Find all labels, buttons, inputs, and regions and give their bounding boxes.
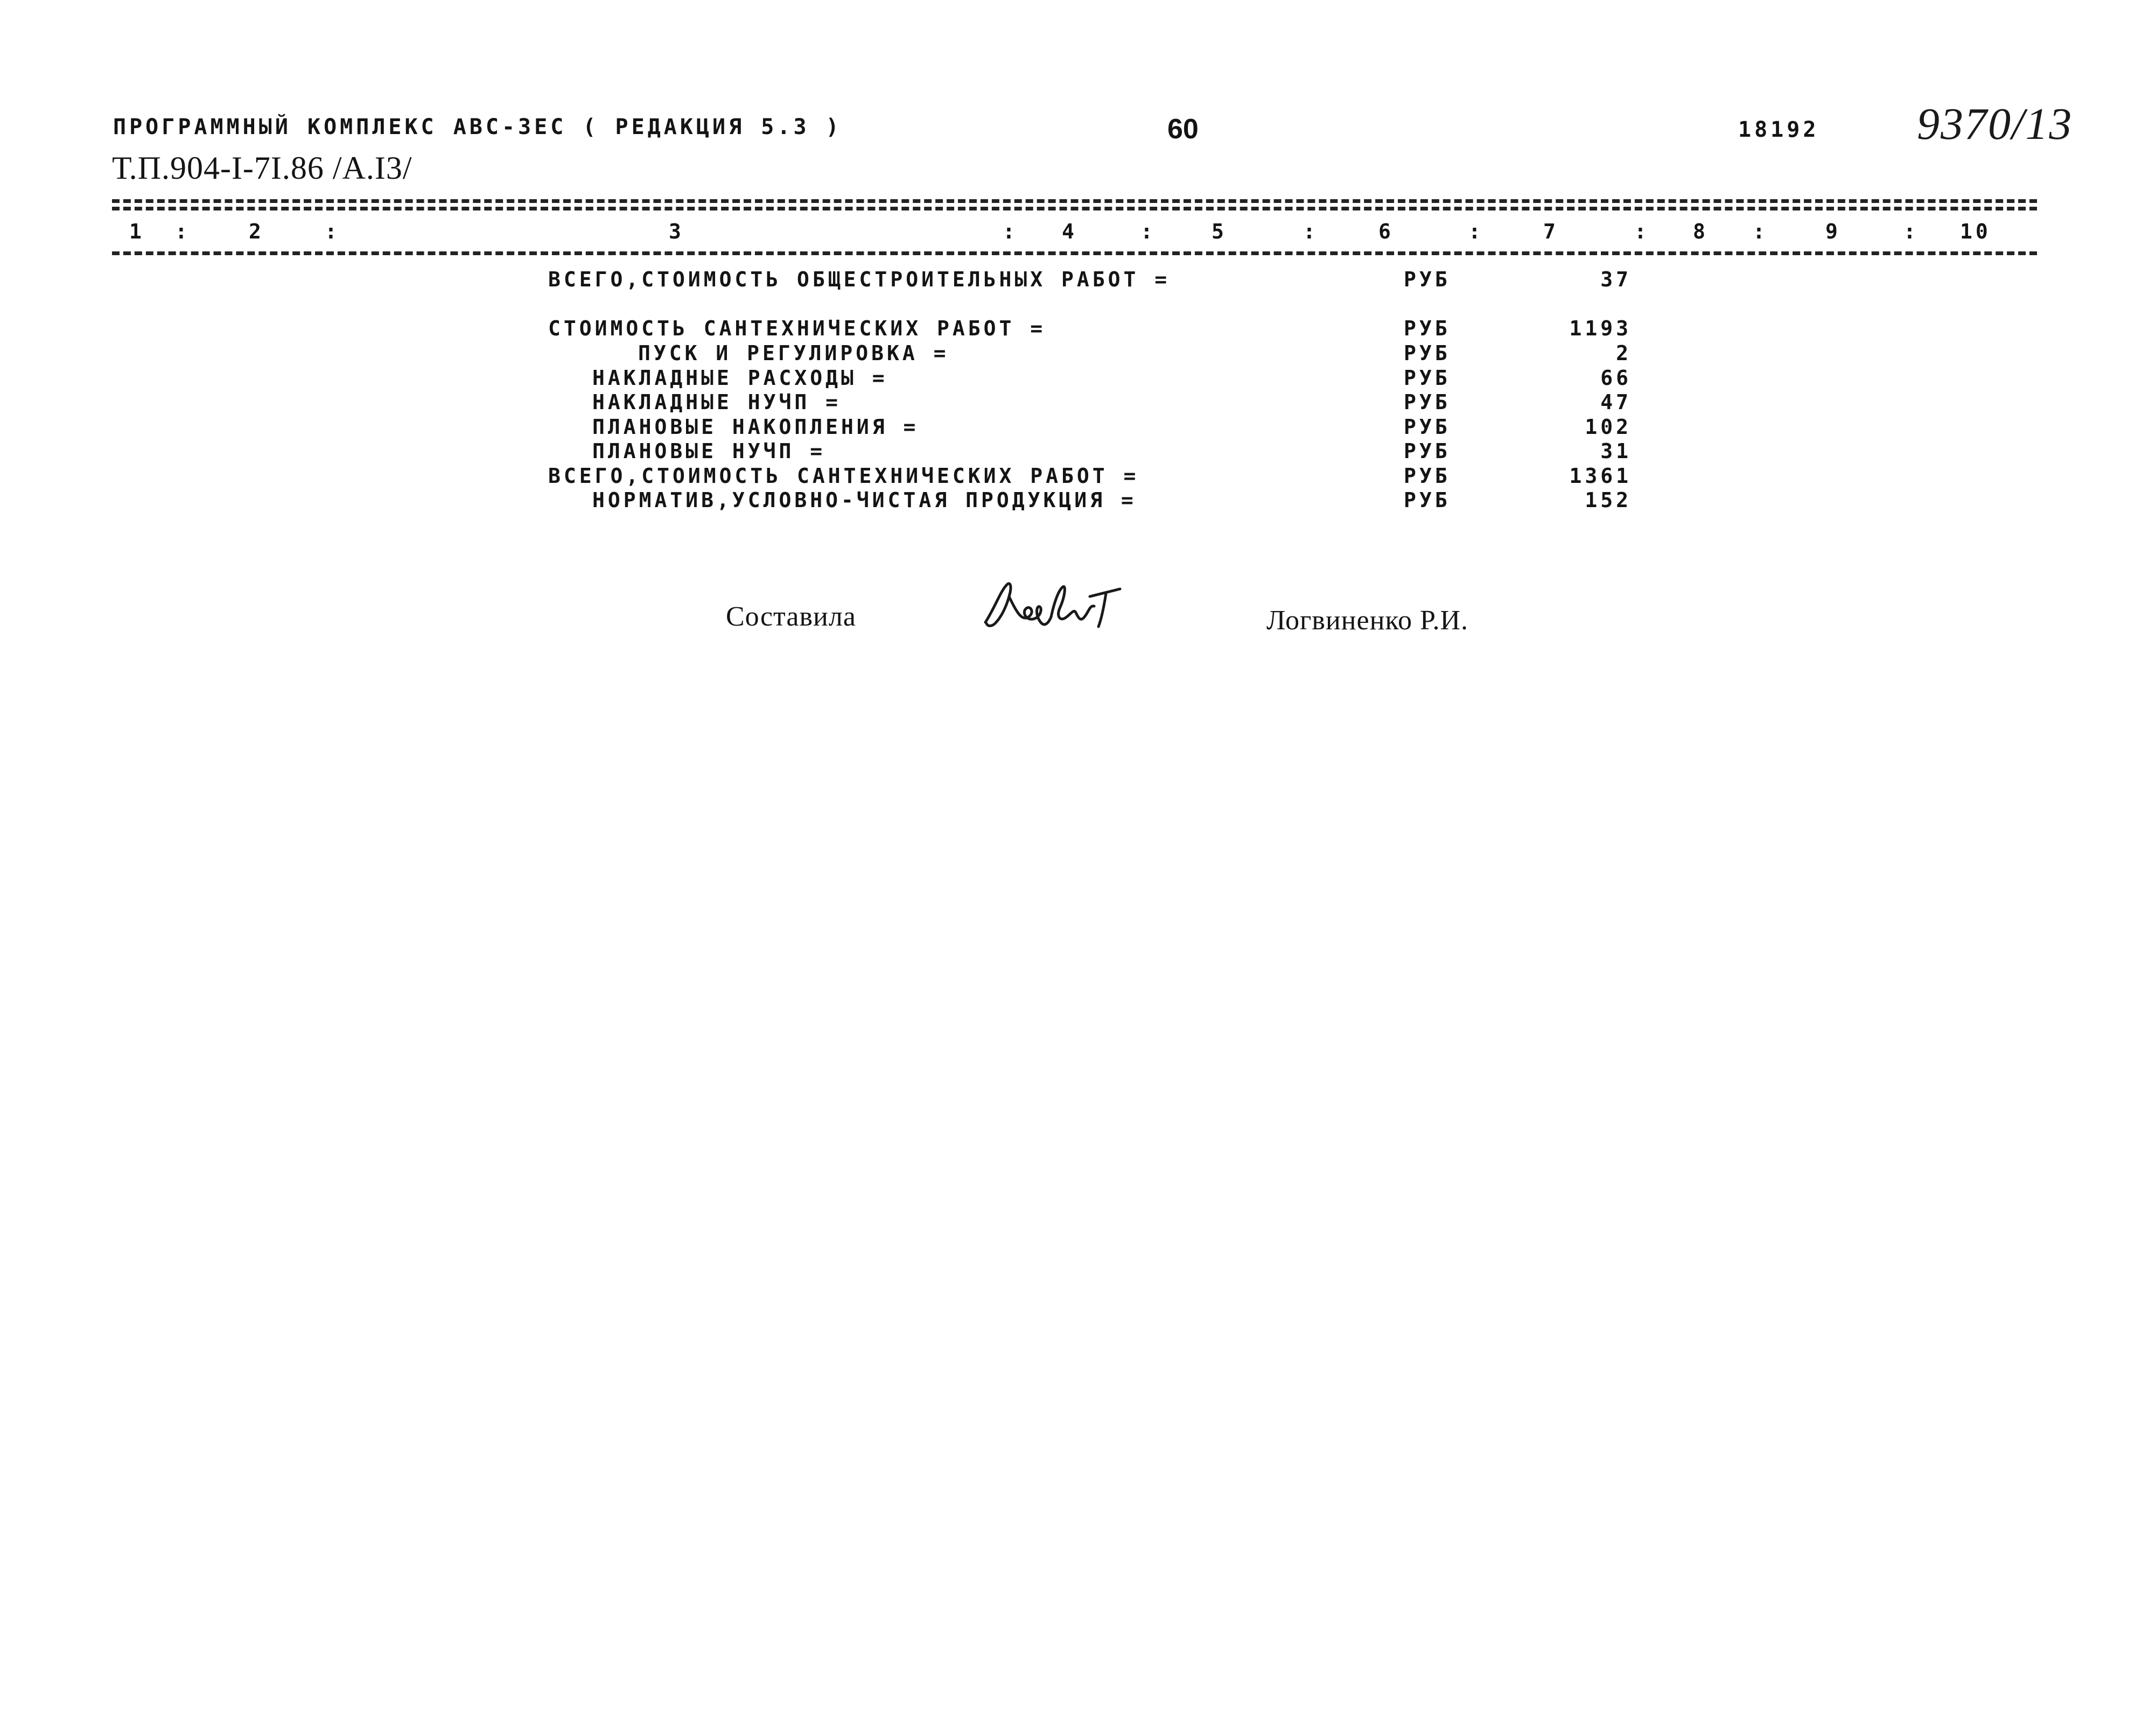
table-row-unit: РУБ: [1404, 415, 1451, 439]
column-number-8: 8: [1693, 220, 1709, 243]
table-row-unit: РУБ: [1404, 366, 1451, 390]
signature-image: [979, 575, 1124, 640]
table-row-label: НАКЛАДНЫЕ НУЧП =: [592, 390, 842, 414]
compiled-by-label: Составила: [726, 601, 856, 632]
column-separator: :: [1634, 220, 1650, 243]
table-row-value: 1193: [1569, 317, 1632, 340]
program-title: ПРОГРАММНЫЙ КОМПЛЕКС АВС-3ЕС ( РЕДАКЦИЯ 5.3 ): [113, 115, 842, 139]
table-row-label: ВСЕГО,СТОИМОСТЬ ОБЩЕСТРОИТЕЛЬНЫХ РАБОТ =: [548, 268, 1171, 291]
table-row-unit: РУБ: [1404, 268, 1451, 291]
table-header-bottom-rule: [112, 251, 2037, 255]
table-row-label: ПЛАНОВЫЕ НАКОПЛЕНИЯ =: [592, 415, 919, 439]
table-row-value: 152: [1585, 488, 1632, 512]
table-row-label: ПУСК И РЕГУЛИРОВКА =: [638, 341, 949, 365]
table-row-unit: РУБ: [1404, 341, 1451, 365]
table-row-unit: РУБ: [1404, 439, 1451, 463]
table-row-value: 37: [1600, 268, 1632, 291]
table-row-label: ВСЕГО,СТОИМОСТЬ САНТЕХНИЧЕСКИХ РАБОТ =: [548, 464, 1139, 488]
table-row-label: НАКЛАДНЫЕ РАСХОДЫ =: [592, 366, 888, 390]
column-number-2: 2: [249, 220, 264, 243]
column-number-4: 4: [1062, 220, 1077, 243]
table-row-label: СТОИМОСТЬ САНТЕХНИЧЕСКИХ РАБОТ =: [548, 317, 1046, 340]
column-number-10: 10: [1960, 220, 1991, 243]
column-separator: :: [1903, 220, 1919, 243]
page-number: 60: [1167, 114, 1199, 145]
column-separator: :: [325, 220, 340, 243]
column-number-6: 6: [1378, 220, 1394, 243]
compiler-name: Логвиненко Р.И.: [1266, 605, 1469, 636]
column-separator: :: [1003, 220, 1018, 243]
table-row-value: 31: [1600, 439, 1632, 463]
table-row-unit: РУБ: [1404, 317, 1451, 340]
document-code: Т.П.904-I-7I.86 /А.I3/: [112, 150, 412, 186]
table-row-unit: РУБ: [1404, 390, 1451, 414]
document-number: 18192: [1738, 117, 1819, 142]
table-row-unit: РУБ: [1404, 464, 1451, 488]
column-number-3: 3: [669, 220, 684, 243]
table-row-unit: РУБ: [1404, 488, 1451, 512]
column-separator: :: [1140, 220, 1156, 243]
column-separator: :: [1468, 220, 1484, 243]
column-number-1: 1: [129, 220, 145, 243]
column-number-9: 9: [1825, 220, 1841, 243]
table-row-value: 66: [1600, 366, 1632, 390]
table-row-value: 47: [1600, 390, 1632, 414]
table-top-rule: [112, 199, 2037, 203]
column-separator: :: [1753, 220, 1768, 243]
table-row-value: 102: [1585, 415, 1632, 439]
table-row-value: 1361: [1569, 464, 1632, 488]
column-separator: :: [1303, 220, 1319, 243]
table-row-value: 2: [1616, 341, 1632, 365]
table-row-label: НОРМАТИВ,УСЛОВНО-ЧИСТАЯ ПРОДУКЦИЯ =: [592, 488, 1137, 512]
table-row-label: ПЛАНОВЫЕ НУЧП =: [592, 439, 826, 463]
column-number-5: 5: [1212, 220, 1227, 243]
column-separator: :: [175, 220, 191, 243]
table-top-rule-secondary: [112, 207, 2037, 210]
column-number-7: 7: [1543, 220, 1559, 243]
handwritten-number: 9370/13: [1917, 99, 2073, 149]
